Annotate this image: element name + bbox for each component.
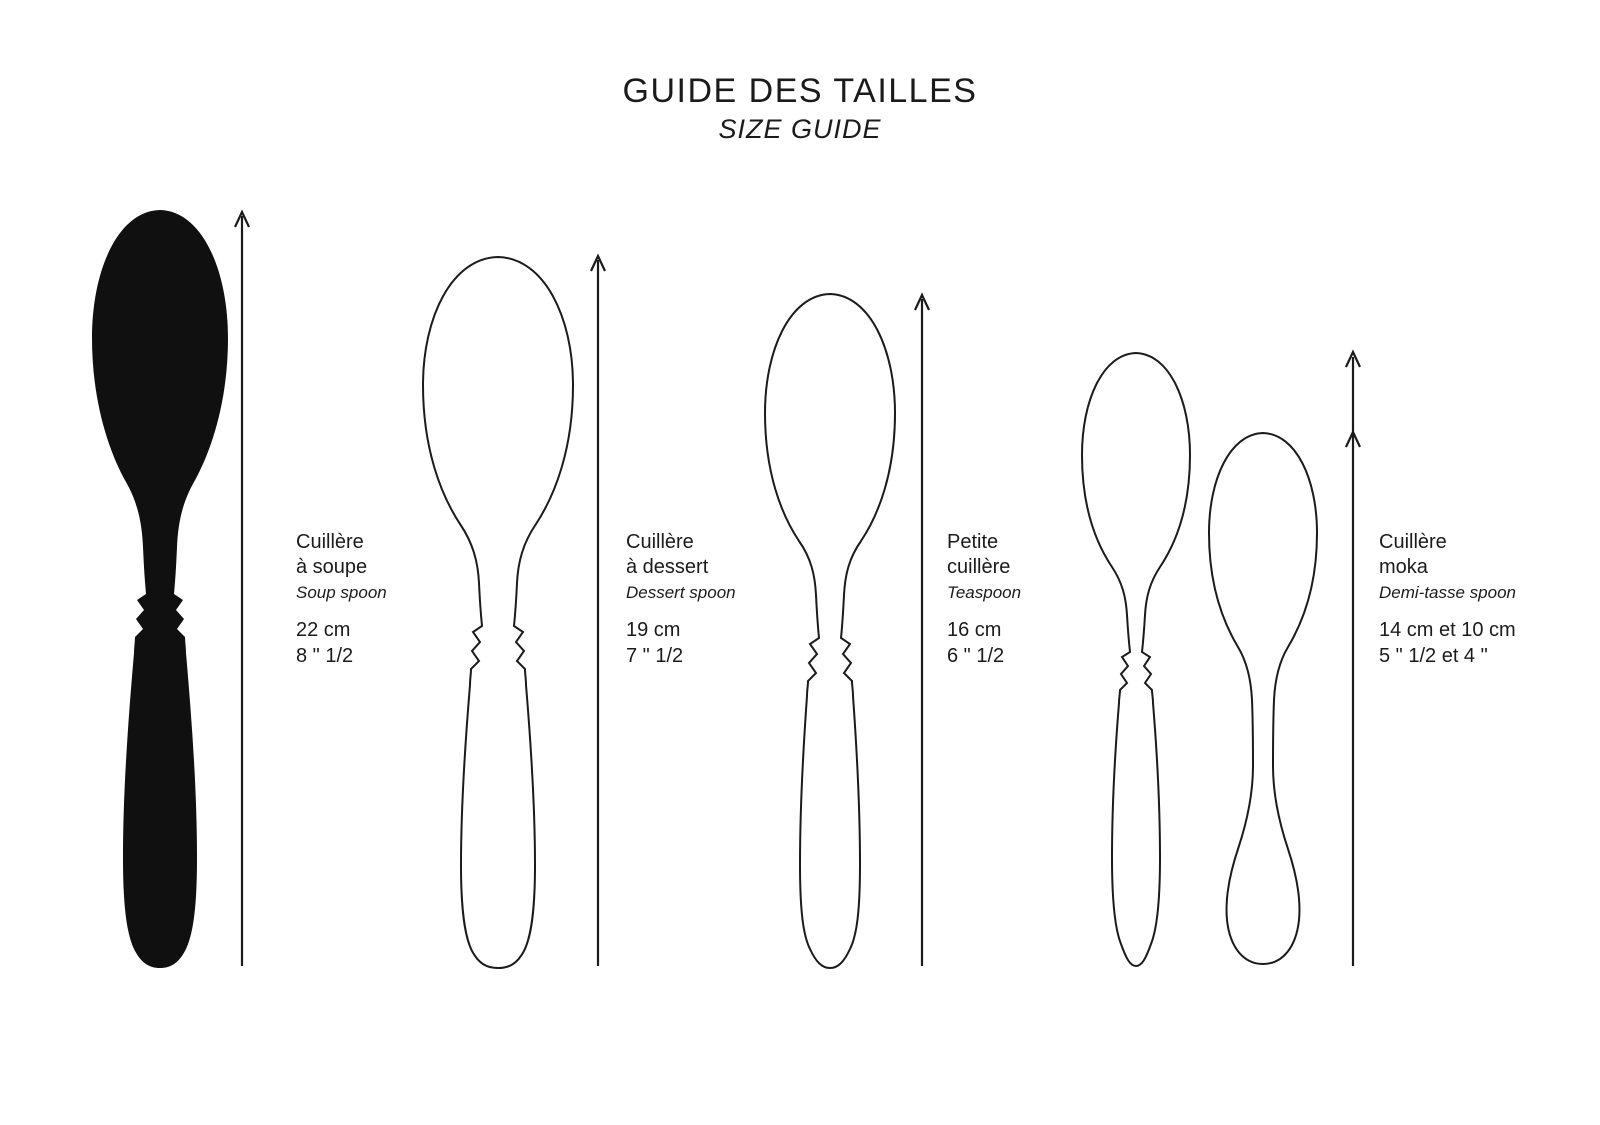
moka-spoons-height-arrow	[1346, 352, 1360, 966]
spoon-sizes	[296, 617, 536, 669]
dessert-spoon-label	[626, 530, 866, 669]
moka-spoon-small-icon	[1209, 433, 1317, 964]
spoon-name-en: Demi-tasse spoon	[1379, 583, 1517, 602]
size-imperial: 7 " 1/2	[626, 645, 684, 667]
page-subtitle: SIZE GUIDE	[718, 114, 882, 144]
size-metric: 19 cm	[626, 619, 681, 641]
soup-spoon-icon	[92, 210, 228, 968]
spoon-name-en: Soup spoon	[296, 583, 387, 602]
spoon-name-fr-line2: cuillère	[947, 556, 1011, 578]
size-metric: 22 cm	[296, 619, 351, 641]
spoon-name-fr-line2: à soupe	[296, 556, 368, 578]
spoon-name-fr-line1: Petite	[947, 531, 999, 553]
moka-spoon-label	[1379, 530, 1600, 669]
teaspoon-height-arrow	[915, 295, 929, 966]
spoon-name-en: Teaspoon	[947, 583, 1022, 602]
size-imperial: 8 " 1/2	[296, 645, 354, 667]
spoon-sizes	[947, 617, 1187, 669]
soup-spoon-label	[296, 530, 536, 669]
spoon-sizes	[626, 617, 866, 669]
dessert-spoon-height-arrow	[591, 256, 605, 966]
teaspoon-label	[947, 530, 1187, 669]
spoon-name-fr-line2: à dessert	[626, 556, 709, 578]
soup-spoon-height-arrow	[235, 212, 249, 966]
spoon-name-fr-line1: Cuillère	[1379, 531, 1447, 553]
header	[0, 72, 1600, 145]
size-metric: 14 cm et 10 cm	[1379, 619, 1516, 641]
spoon-name-fr-line1: Cuillère	[296, 531, 364, 553]
page-title: GUIDE DES TAILLES	[622, 72, 978, 110]
spoon-sizes	[1379, 617, 1600, 669]
size-imperial: 5 " 1/2 et 4 "	[1379, 645, 1488, 667]
size-metric: 16 cm	[947, 619, 1002, 641]
spoon-name-en: Dessert spoon	[626, 583, 736, 602]
spoon-name-fr-line2: moka	[1379, 556, 1428, 578]
spoon-name-fr-line1: Cuillère	[626, 531, 694, 553]
size-imperial: 6 " 1/2	[947, 645, 1005, 667]
